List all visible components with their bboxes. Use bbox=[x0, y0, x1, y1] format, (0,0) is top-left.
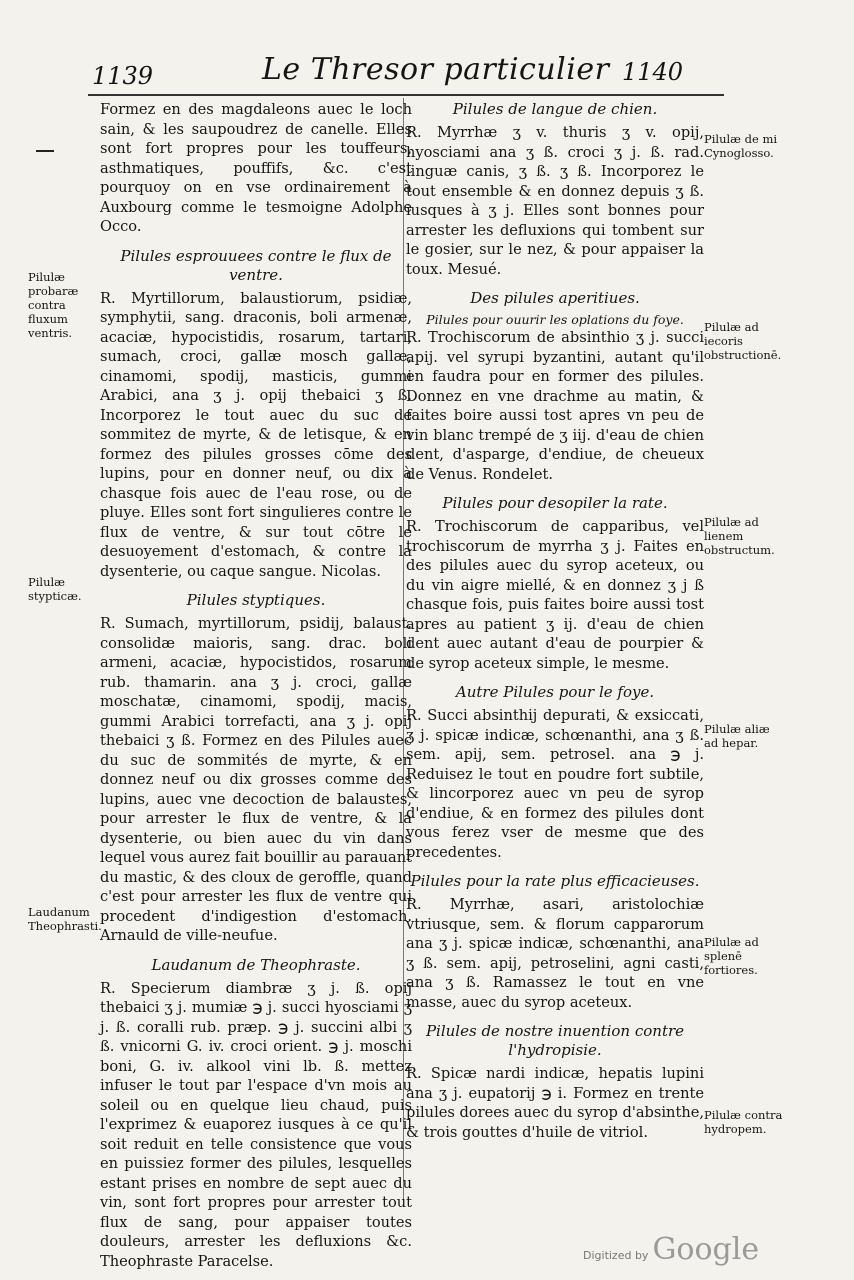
paragraph: R. Myrtillorum, balaustiorum, psidiæ, symphytii, sang. draconis, boli armenæ, acaciæ, hypocistidis, rosarum, tartari, sumach, croci, gallæ mosch gallæ, cinamomi, spodij, masticis, gummi Arabici, ana ʒ j. opij thebaici ʒ ß. Incorporez le tout auec du suc de sommitez de myrte, & de letisque, & en formez des pilules grosses cōme des lupins, pour en donner neuf, ou dix à chasque fois auec de l'eau rose, ou de pluye. Elles sont fort singulieres contre le flux de ventre, & sur tout cōtre le desuoyement d'estomach, & contre la dysenterie, ou caque sangue. Nicolas. bbox=[100, 289, 412, 580]
paragraph: Formez en des magdaleons auec le loch sain, & les saupoudrez de canelle. Elles sont fort propres pour les touffeurs, asthmatiques, pouffifs, &c. c'est pourquoy on en vse ordinairement à Auxbourg comme le tesmoigne Adolphe Occo. bbox=[100, 101, 412, 235]
paragraph: R. Spicæ nardi indicæ, hepatis lupini ana ʒ j. eupatorij ℈ i. Formez en trente pilules dorees auec du syrop d'absinthe, & trois gouttes d'huile de vitriol. bbox=[406, 1065, 704, 1141]
section-heading: Pilules styptiques. bbox=[186, 591, 326, 609]
section-subheading: Pilules pour ouurir les oplations du foye. bbox=[426, 312, 684, 327]
section-heading: Laudanum de Theophraste. bbox=[151, 955, 361, 974]
margin-dash bbox=[36, 150, 54, 152]
page-number-right: 1140 bbox=[622, 58, 684, 86]
section-heading: Pilules pour la rate plus efficacieuses. bbox=[410, 872, 700, 890]
right-column bbox=[406, 100, 704, 1142]
paragraph: R. Trochiscorum de absinthio ʒ j. succi apij. vel syrupi byzantini, autant qu'il en faudra pour en former des pilules. Donnez en vne drachme au matin, & faites boire aussi tost apres vn peu de vin blanc trempé de ʒ iij. d'eau de chien dent, d'asparge, d'endiue, de cheueux de Venus. Rondelet. bbox=[406, 329, 704, 483]
section-heading: Pilules esprouuees contre le flux de ventre. bbox=[120, 246, 392, 284]
credit-prefix: Digitized by bbox=[583, 1249, 649, 1262]
left-column bbox=[100, 100, 412, 1271]
paragraph: R. Sumach, myrtillorum, psidij, balaust. consolidæ maioris, sang. drac. boli armeni, acaciæ, hypocistidos, rosarum rub. thamarin. ana ʒ j. croci, gallæ moschatæ, cinamomi, spodij, macis, gummi Arabici torrefacti, ana ʒ j. opij thebaici ʒ ß. Formez en des Pilules auec du suc de sommités de myrte, & en donnez neuf ou dix grosses comme des lupins, auec vne decoction de balaustes, pour arrester le flux de ventre, & la dysenterie, ou bien auec du vin dans lequel vous aurez fait bouillir au parauant du mastic, & des cloux de geroffle, quand c'est pour arrester les flux de ventre qui procedent d'indigestion d'estomach. Arnauld de ville-neufue. bbox=[100, 615, 412, 944]
paragraph: R. Trochiscorum de capparibus, vel trochiscorum de myrrha ʒ j. Faites en des pilules auec du syrop aceteux, ou du vin aigre miellé, & en donnez ʒ j ß chasque fois, puis faites boire aussi tost apres au patient ʒ ij. d'eau de chien dent auec autant d'eau de pourpier & de syrop aceteux simple, le mesme. bbox=[406, 518, 704, 672]
paragraph: R. Myrrhæ, asari, aristolochiæ vtriusque, sem. & florum capparorum ana ʒ j. spicæ indicæ, schœnanthi, ana ʒ ß. sem. apij, petroselini, agni casti, ana ʒ ß. Ramassez le tout en vne masse, auec du syrop aceteux. bbox=[406, 896, 704, 1011]
section-heading: Pilules de langue de chien. bbox=[452, 100, 658, 118]
section-heading: Pilules pour desopiler la rate. bbox=[442, 494, 668, 512]
margin-note: Pilulæ aliæ ad hepar. bbox=[704, 722, 770, 750]
margin-note: Pilulæ contra hydropem. bbox=[704, 1108, 783, 1136]
paragraph: R. Specierum diambræ ʒ j. ß. opij thebaici ʒ j. mumiæ ℈ j. succi hyosciami ʒ j. ß. coralli rub. præp. ℈ j. succini albi ʒ ß. vnicorni G. iv. croci orient. ℈ j. moschi boni, G. iv. alkool vini lb. ß. mettez infuser le tout par l'espace d'vn mois au soleil ou en quelque lieu chaud, puis l'exprimez & euaporez iusques à ce qu'il soit reduit en telle consistence que vous en puissiez former des pilules, lesquelles estant prises en nombre de sept auec du vin, sont fort propres pour arrester tout flux de sang, pour appaiser toutes douleurs, arrester les defluxions &c. Theophraste Paracelse. bbox=[100, 979, 412, 1270]
margin-note: Pilulæ ad lienem obstructum. bbox=[704, 515, 775, 557]
digitized-credit bbox=[583, 1232, 759, 1267]
margin-note: Pilulæ probaræ contra fluxum ventris. bbox=[28, 270, 79, 340]
section-heading: Pilules de nostre inuention contre l'hydropisie. bbox=[425, 1022, 685, 1059]
google-logo: Google bbox=[652, 1232, 760, 1267]
margin-note: Laudanum Theophrasti. bbox=[28, 905, 102, 933]
margin-note: Pilulæ de mi Cynoglosso. bbox=[704, 132, 778, 160]
paragraph: R. Myrrhæ ʒ v. thuris ʒ v. opij, hyosciami ana ʒ ß. croci ʒ j. ß. rad. linguæ canis, ʒ ß. ʒ ß. Incorporez le tout ensemble & en donnez depuis ʒ ß. iusques à ʒ j. Elles sont bonnes pour arrester les defluxions qui tombent sur le gosier, sur le nez, & pour appaiser la toux. Mesué. bbox=[406, 124, 704, 278]
margin-note: Pilulæ ad splenē fortiores. bbox=[704, 935, 759, 977]
margin-note: Pilulæ ad iecoris obstructionē. bbox=[704, 320, 782, 362]
section-heading: Des pilules aperitiues. bbox=[470, 289, 640, 307]
page-number-left: 1139 bbox=[92, 62, 154, 90]
section-heading: Autre Pilules pour le foye. bbox=[455, 683, 655, 701]
running-title: Le Thresor particulier bbox=[262, 52, 610, 87]
header-rule bbox=[88, 94, 724, 96]
paragraph: R. Succi absinthij depurati, & exsiccati, ʒ j. spicæ indicæ, schœnanthi, ana ʒ ß. sem. apij, sem. petrosel. ana ℈ j. Reduisez le tout en poudre fort subtile, & lincorporez auec vn peu de syrop d'endiue, & en formez des pilules dont vous ferez vser de mesme que des precedentes. bbox=[406, 707, 704, 861]
margin-note: Pilulæ stypticæ. bbox=[28, 575, 82, 603]
